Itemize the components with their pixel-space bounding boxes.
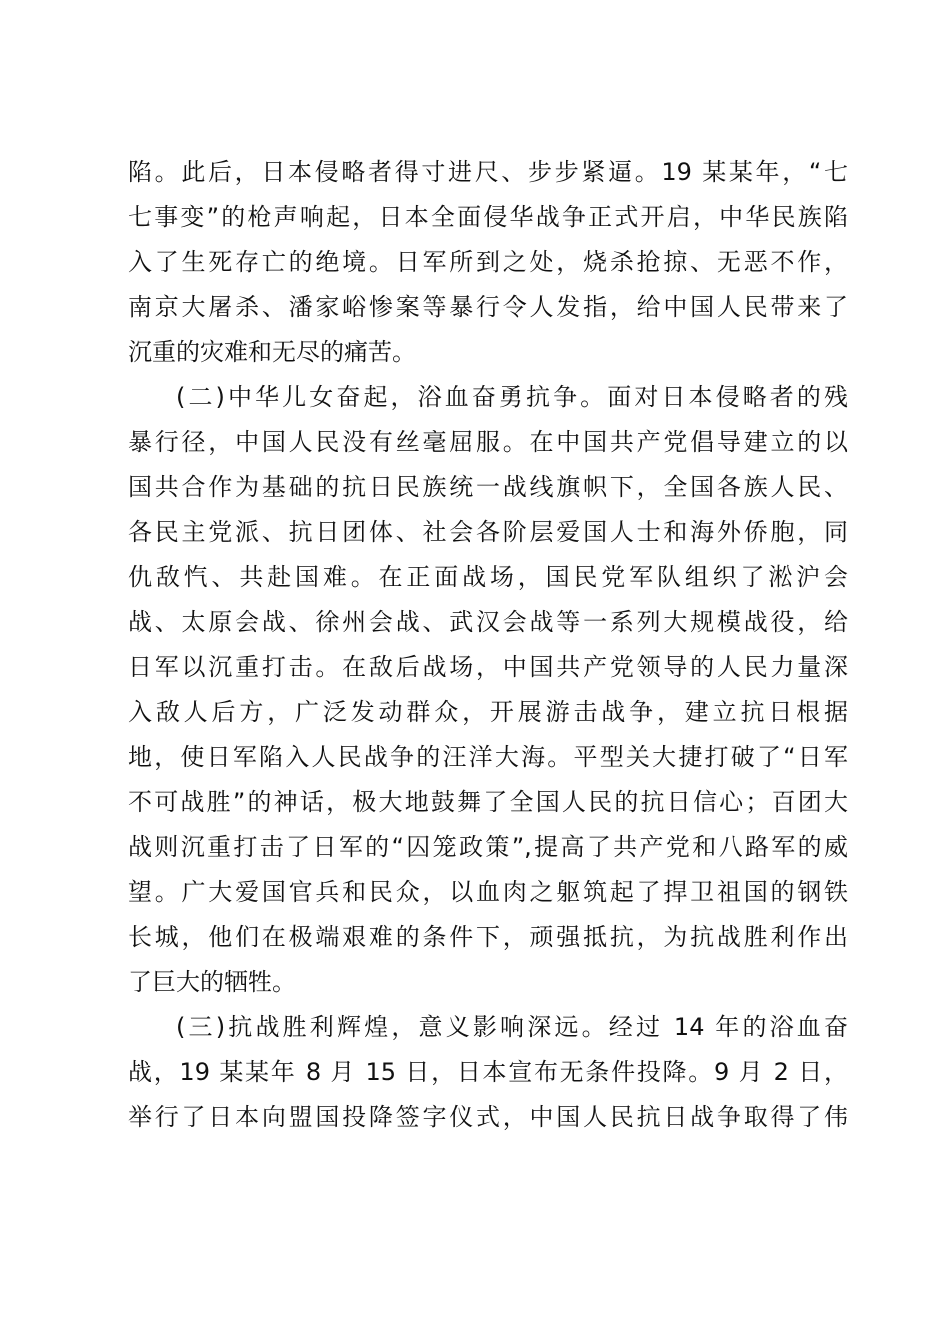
text-line: 七事变”的枪声响起，日本全面侵华战争正式开启，中华民族陷 — [128, 203, 848, 231]
text-line: 暴行径，中国人民没有丝毫屈服。在中国共产党倡导建立的以 — [128, 428, 848, 456]
paragraph-1 — [128, 150, 848, 375]
text-line: 战则沉重打击了日军的“囚笼政策”,提高了共产党和八路军的威 — [128, 833, 848, 861]
text-line: 望。广大爱国官兵和民众，以血肉之躯筑起了捍卫祖国的钢铁 — [128, 878, 848, 906]
text-line: 战，19 某某年 8 月 15 日，日本宣布无条件投降。9 月 2 日， — [128, 1058, 848, 1086]
text-line: (二)中华儿女奋起，浴血奋勇抗争。面对日本侵略者的残 — [176, 383, 848, 411]
text-line: 战、太原会战、徐州会战、武汉会战等一系列大规模战役，给 — [128, 608, 848, 636]
text-line: 仇敌忾、共赴国难。在正面战场，国民党军队组织了淞沪会 — [128, 563, 848, 591]
text-line: 南京大屠杀、潘家峪惨案等暴行令人发指，给中国人民带来了 — [128, 293, 848, 321]
text-line: 不可战胜”的神话，极大地鼓舞了全国人民的抗日信心；百团大 — [128, 788, 848, 816]
text-line: 国共合作为基础的抗日民族统一战线旗帜下，全国各族人民、 — [128, 473, 848, 501]
text-line: 沉重的灾难和无尽的痛苦。 — [128, 338, 416, 366]
text-line: 陷。此后，日本侵略者得寸进尺、步步紧逼。19 某某年，“七 — [128, 158, 848, 186]
text-line: 长城，他们在极端艰难的条件下，顽强抵抗，为抗战胜利作出 — [128, 923, 848, 951]
text-line: 入了生死存亡的绝境。日军所到之处，烧杀抢掠、无恶不作， — [128, 248, 848, 276]
text-line: 各民主党派、抗日团体、社会各阶层爱国人士和海外侨胞，同 — [128, 518, 848, 546]
text-line: 举行了日本向盟国投降签字仪式，中国人民抗日战争取得了伟 — [128, 1103, 848, 1131]
text-line: (三)抗战胜利辉煌，意义影响深远。经过 14 年的浴血奋 — [176, 1013, 848, 1041]
document-body — [128, 150, 848, 1140]
text-line: 地，使日军陷入人民战争的汪洋大海。平型关大捷打破了“日军 — [128, 743, 848, 771]
text-line: 入敌人后方，广泛发动群众，开展游击战争，建立抗日根据 — [128, 698, 848, 726]
paragraph-2 — [128, 375, 848, 1005]
text-line: 了巨大的牺牲。 — [128, 968, 296, 996]
text-line: 日军以沉重打击。在敌后战场，中国共产党领导的人民力量深 — [128, 653, 848, 681]
paragraph-3 — [128, 1005, 848, 1140]
